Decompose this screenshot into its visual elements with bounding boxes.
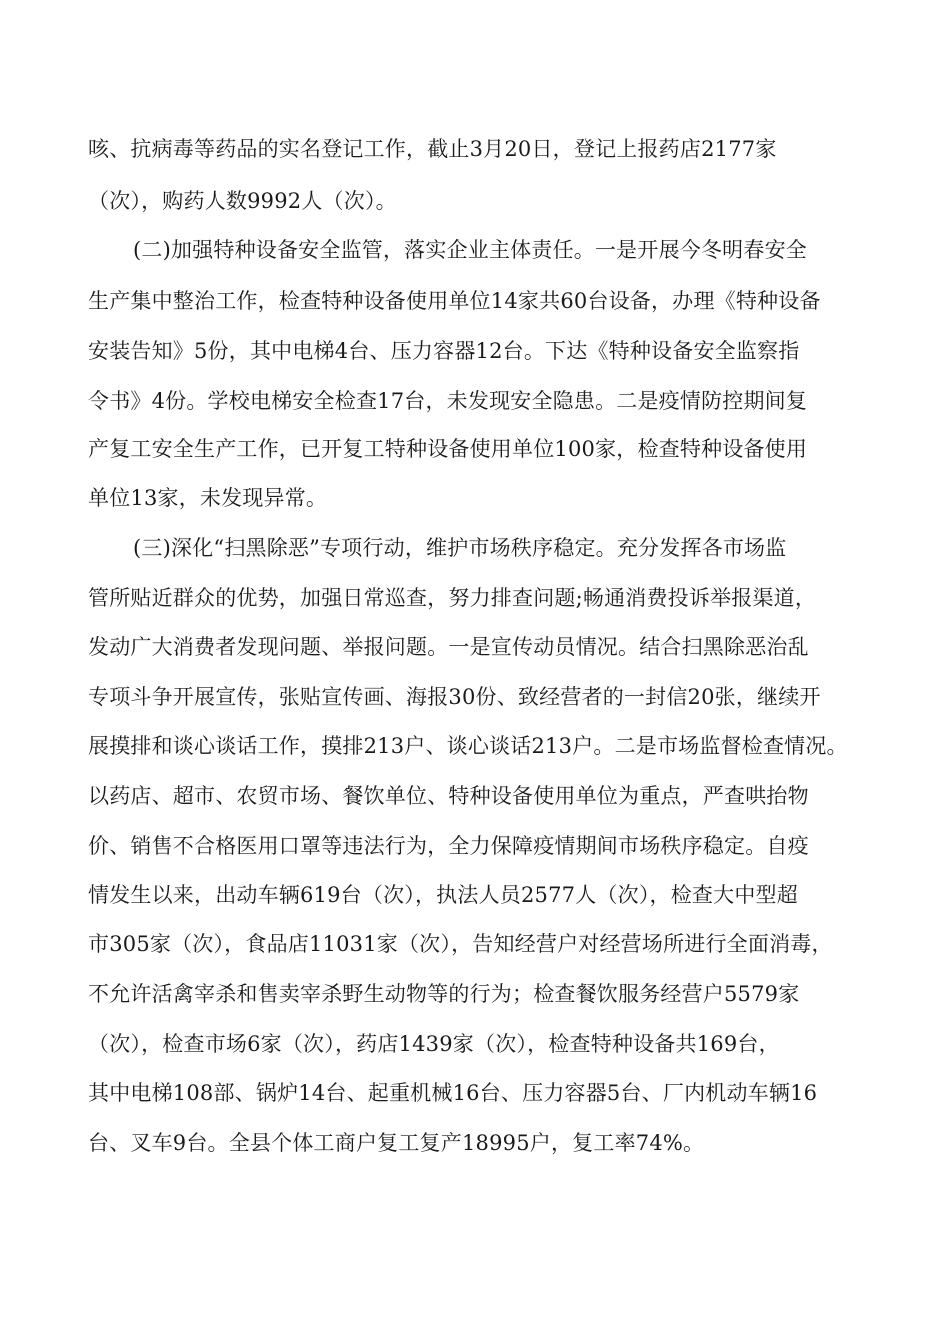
text-line: 展摸排和谈心谈话工作，摸排213户、谈心谈话213户。二是市场监督检查情况。	[88, 734, 848, 758]
text-line: 单位13家，未发现异常。	[88, 486, 328, 510]
text-line: 产复工安全生产工作，已开复工特种设备使用单位100家，检查特种设备使用	[88, 437, 808, 461]
text-line: （次），检查市场6家（次），药店1439家（次），检查特种设备共169台，	[88, 1032, 780, 1056]
text-line: 其中电梯108部、锅炉14台、起重机械16台、压力容器5台、厂内机动车辆16	[88, 1081, 818, 1105]
text-line: 令书》4份。学校电梯安全检查17台，未发现安全隐患。二是疫情防控期间复	[88, 389, 808, 413]
text-line: 安装告知》5份，其中电梯4台、压力容器12台。下达《特种设备安全监察指	[88, 339, 800, 363]
text-line: 市305家（次），食品店11031家（次），告知经营户对经营场所进行全面消毒，	[88, 932, 833, 956]
text-line: 专项斗争开展宣传，张贴宣传画、海报30份、致经营者的一封信20张，继续开	[88, 685, 821, 709]
text-line: 价、销售不合格医用口罩等违法行为，全力保障疫情期间市场秩序稳定。自疫	[88, 834, 809, 858]
text-line: 生产集中整治工作，检查特种设备使用单位14家共60台设备，办理《特种设备	[88, 289, 821, 313]
text-line: 台、叉车9台。全县个体工商户复工复产18995户，复工率74%。	[88, 1131, 705, 1155]
text-line: 不允许活禽宰杀和售卖宰杀野生动物等的行为；检查餐饮服务经营户5579家	[88, 982, 800, 1006]
text-line: 发动广大消费者发现问题、举报问题。一是宣传动员情况。结合扫黑除恶治乱	[88, 635, 809, 659]
text-line: 管所贴近群众的优势，加强日常巡查，努力排查问题;畅通消费投诉举报渠道，	[88, 586, 817, 610]
text-line: 咳、抗病毒等药品的实名登记工作，截止3月20日，登记上报药店2177家	[88, 137, 777, 161]
text-line: 情发生以来，出动车辆619台（次），执法人员2577人（次），检查大中型超	[88, 883, 798, 907]
text-line: （次），购药人数9992人（次）。	[88, 189, 397, 213]
paragraph-heading-line: (二)加强特种设备安全监管，落实企业主体责任。一是开展今冬明春安全	[133, 238, 807, 262]
text-line: 以药店、超市、农贸市场、餐饮单位、特种设备使用单位为重点，严查哄抬物	[88, 784, 809, 808]
paragraph-heading-line: (三)深化“扫黑除恶”专项行动，维护市场秩序稳定。充分发挥各市场监	[133, 536, 787, 560]
